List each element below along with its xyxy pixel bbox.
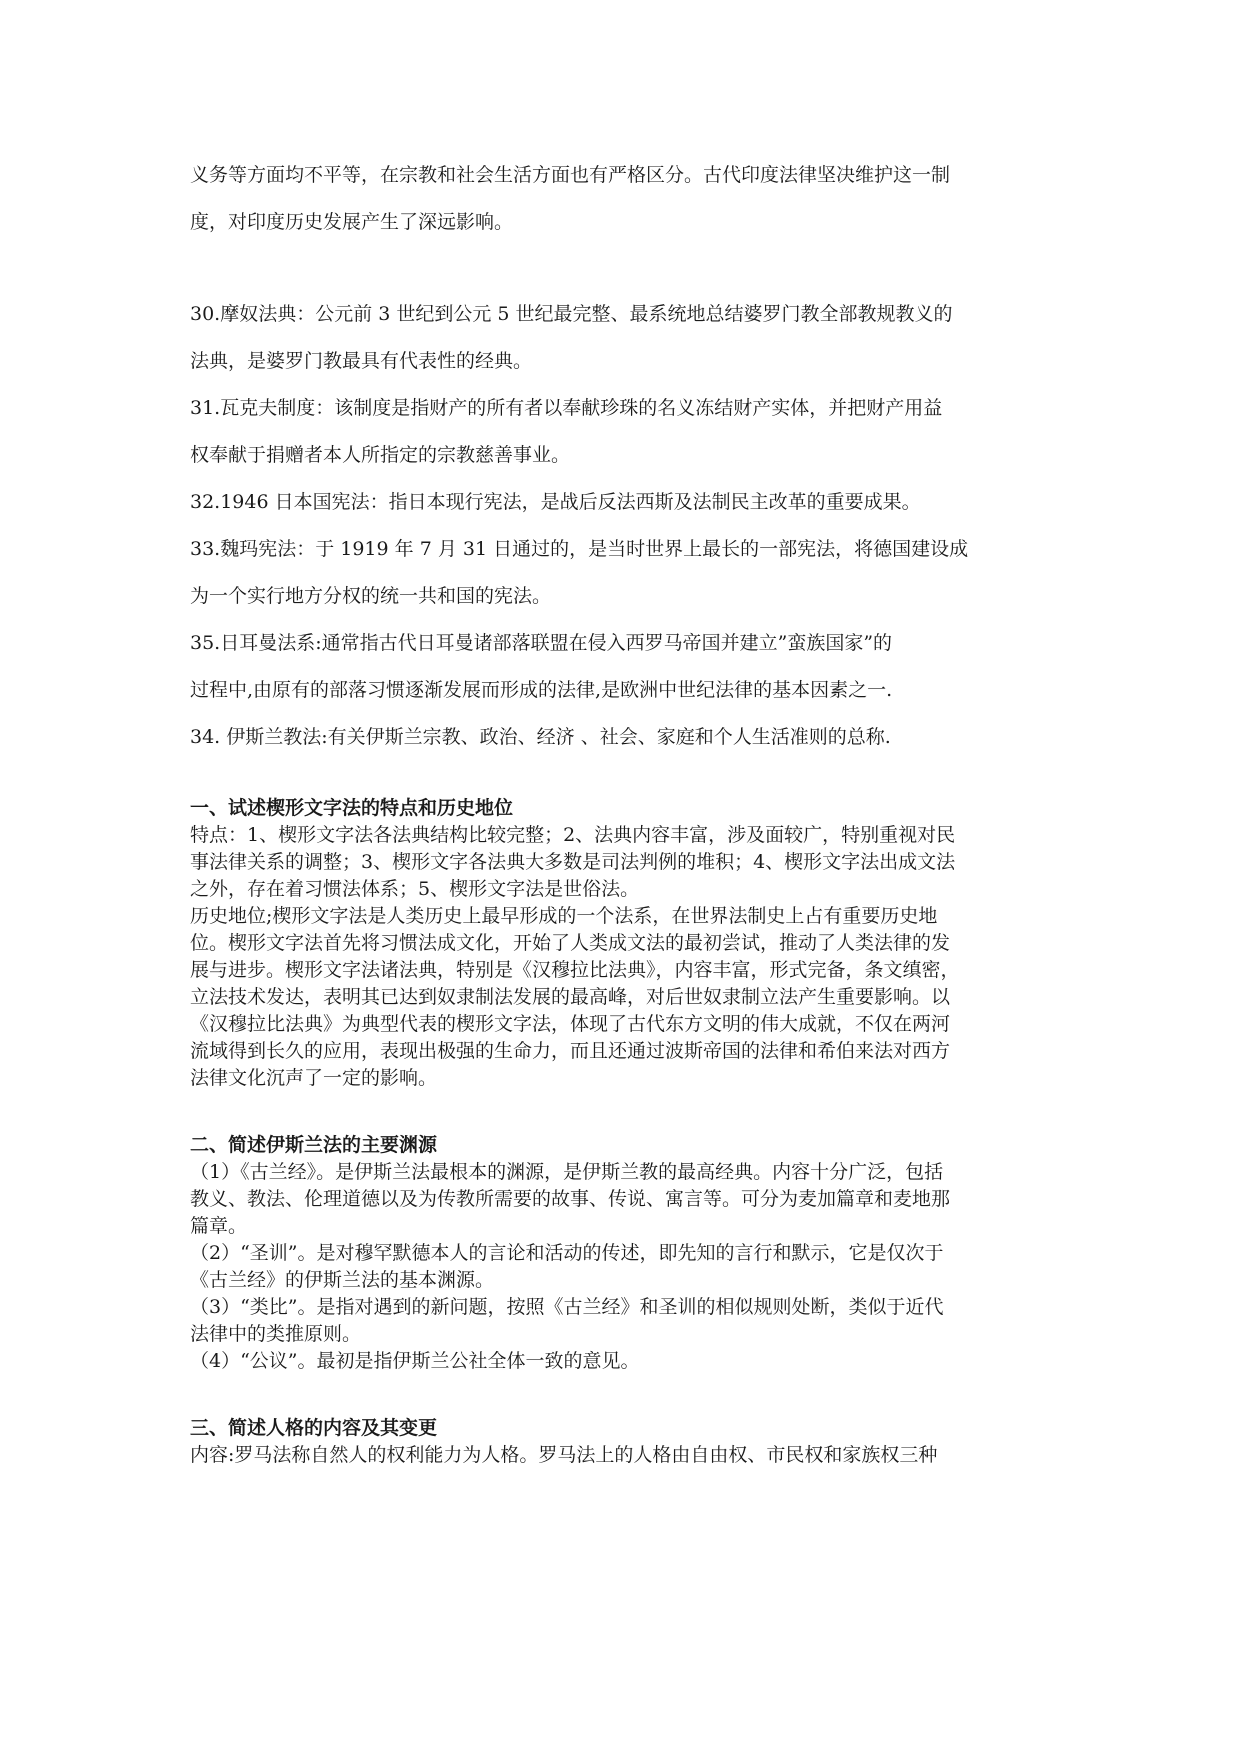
section-line: （1）《古兰经》。是伊斯兰法最根本的渊源，是伊斯兰教的最高经典。内容十分广泛，包括 bbox=[190, 1161, 944, 1183]
section-line: 事法律关系的调整；3、楔形文字各法典大多数是司法判例的堆积；4、楔形文字法出成文法 bbox=[190, 851, 956, 873]
term-line: 30.摩奴法典：公元前 3 世纪到公元 5 世纪最完整、最系统地总结婆罗门教全部教规教义的 bbox=[190, 303, 953, 325]
section-line: 立法技术发达，表明其已达到奴隶制法发展的最高峰，对后世奴隶制立法产生重要影响。以 bbox=[190, 986, 951, 1008]
section-line: 之外，存在着习惯法体系；5、楔形文字法是世俗法。 bbox=[190, 878, 640, 900]
section-line: 《古兰经》的伊斯兰法的基本渊源。 bbox=[190, 1269, 495, 1291]
section-line: 特点：1、楔形文字法各法典结构比较完整；2、法典内容丰富，涉及面较广，特别重视对民 bbox=[190, 824, 956, 846]
section-line: 内容:罗马法称自然人的权利能力为人格。罗马法上的人格由自由权、市民权和家族权三种 bbox=[190, 1444, 938, 1466]
section-line: 《汉穆拉比法典》为典型代表的楔形文字法，体现了古代东方文明的伟大成就，不仅在两河 bbox=[190, 1013, 951, 1035]
term-line: 35.日耳曼法系:通常指古代日耳曼诸部落联盟在侵入西罗马帝国并建立”蛮族国家”的 bbox=[190, 632, 893, 654]
section-line: （4）“公议”。最初是指伊斯兰公社全体一致的意见。 bbox=[190, 1350, 640, 1372]
paragraph-line: 度，对印度历史发展产生了深远影响。 bbox=[190, 211, 514, 233]
section-line: 篇章。 bbox=[190, 1215, 248, 1237]
paragraph-line: 义务等方面均不平等，在宗教和社会生活方面也有严格区分。古代印度法律坚决维护这一制 bbox=[190, 164, 951, 186]
term-line: 过程中,由原有的部落习惯逐渐发展而形成的法律,是欧洲中世纪法律的基本因素之一. bbox=[190, 679, 893, 701]
term-line: 法典，是婆罗门教最具有代表性的经典。 bbox=[190, 350, 533, 372]
section-line: （2）“圣训”。是对穆罕默德本人的言论和活动的传述，即先知的言行和默示，它是仅次于 bbox=[190, 1242, 944, 1264]
section-line: 法律中的类推原则。 bbox=[190, 1323, 362, 1345]
term-line: 权奉献于捐赠者本人所指定的宗教慈善事业。 bbox=[190, 444, 571, 466]
term-line: 32.1946 日本国宪法：指日本现行宪法，是战后反法西斯及法制民主改革的重要成果。 bbox=[190, 491, 921, 513]
section-line: （3）“类比”。是指对遇到的新问题，按照《古兰经》和圣训的相似规则处断，类似于近代 bbox=[190, 1296, 944, 1318]
term-line: 为一个实行地方分权的统一共和国的宪法。 bbox=[190, 585, 552, 607]
section-heading: 三、简述人格的内容及其变更 bbox=[190, 1417, 438, 1439]
section-heading: 二、简述伊斯兰法的主要渊源 bbox=[190, 1134, 438, 1156]
section-line: 展与进步。楔形文字法诸法典，特别是《汉穆拉比法典》，内容丰富，形式完备，条文缜密， bbox=[190, 959, 960, 981]
section-heading: 一、试述楔形文字法的特点和历史地位 bbox=[190, 797, 514, 819]
term-line: 33.魏玛宪法：于 1919 年 7 月 31 日通过的，是当时世界上最长的一部宪法，将德国建设成 bbox=[190, 538, 969, 560]
section-line: 法律文化沉声了一定的影响。 bbox=[190, 1067, 438, 1089]
section-line: 位。楔形文字法首先将习惯法成文化，开始了人类成文法的最初尝试，推动了人类法律的发 bbox=[190, 932, 951, 954]
section-line: 历史地位;楔形文字法是人类历史上最早形成的一个法系，在世界法制史上占有重要历史地 bbox=[190, 905, 938, 927]
section-line: 教义、教法、伦理道德以及为传教所需要的故事、传说、寓言等。可分为麦加篇章和麦地那 bbox=[190, 1188, 951, 1210]
term-line: 34. 伊斯兰教法:有关伊斯兰宗教、政治、经济 、社会、家庭和个人生活准则的总称. bbox=[190, 726, 891, 748]
section-line: 流域得到长久的应用，表现出极强的生命力，而且还通过波斯帝国的法律和希伯来法对西方 bbox=[190, 1040, 951, 1062]
term-line: 31.瓦克夫制度：该制度是指财产的所有者以奉献珍珠的名义冻结财产实体，并把财产用益 bbox=[190, 397, 943, 419]
